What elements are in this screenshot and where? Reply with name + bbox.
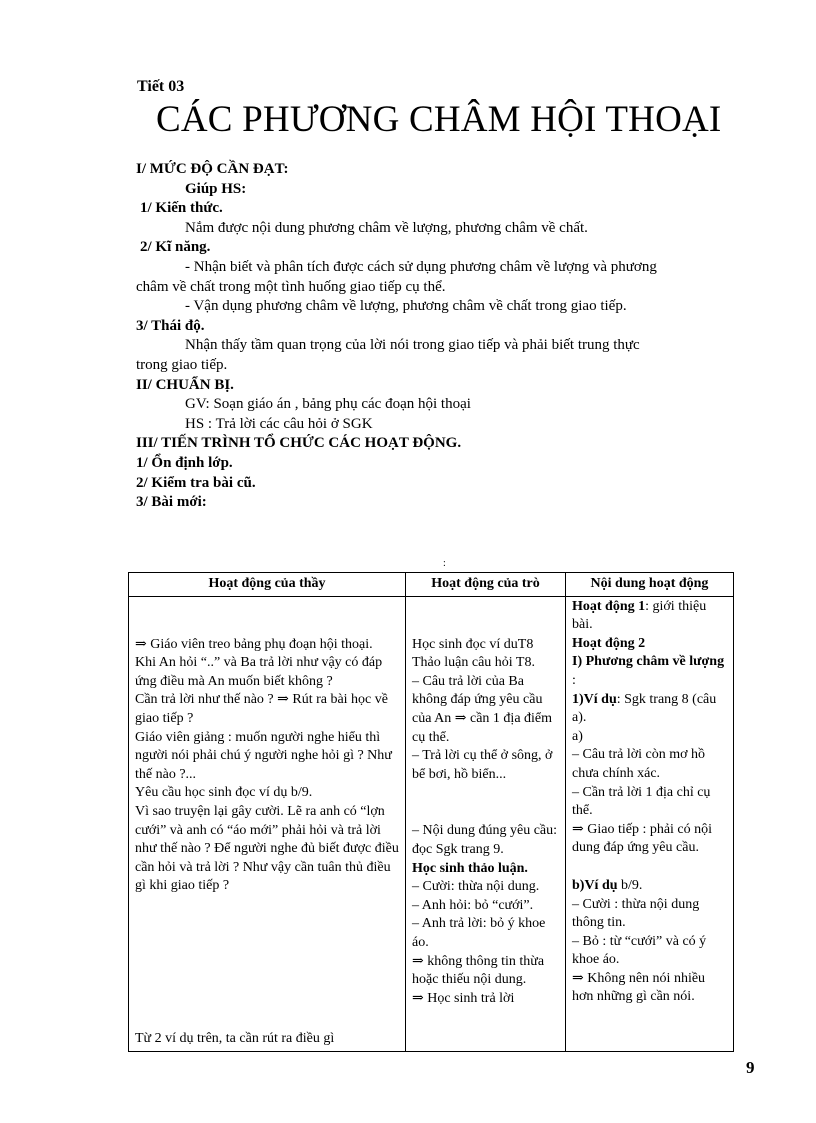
activity-1-label: Hoạt động 1 xyxy=(572,598,646,614)
skill-text-2: - Vận dụng phương châm về lượng, phương châm về chất trong giao tiếp. xyxy=(185,298,627,315)
skill-text-1b: châm về chất trong một tình huống giao tiếp cụ thể. xyxy=(136,278,446,295)
content-example-1 xyxy=(572,691,727,728)
content-item: – Cười : thừa nội dung thông tin. xyxy=(572,896,700,931)
attitude-text-a: Nhận thấy tầm quan trọng của lời nói trong giao tiếp và phải biết trung thực xyxy=(185,337,640,354)
knowledge-text: Nắm được nội dung phương châm về lượng, phương châm về chất. xyxy=(185,219,588,236)
content-activity-2: Hoạt động 2 xyxy=(572,635,646,651)
content-column xyxy=(566,596,734,1051)
example-2-text: b/9. xyxy=(617,877,643,893)
table-dot-mark: : xyxy=(443,558,446,569)
page-number: 9 xyxy=(746,1058,755,1077)
teacher-item: Yêu cầu học sinh đọc ví dụ b/9. xyxy=(135,785,313,801)
teacher-item: Cần trả lời như thế nào ? ⇒ Rút ra bài học về giao tiếp ? xyxy=(135,692,388,726)
attitude-text-b: trong giao tiếp. xyxy=(136,356,228,373)
lesson-objectives xyxy=(136,160,752,513)
table-row xyxy=(129,596,734,1051)
procedure-step-1: 1/ Ổn định lớp. xyxy=(136,454,233,471)
header-content: Nội dung hoạt động xyxy=(566,573,734,597)
lesson-number: Tiết 03 xyxy=(137,78,185,95)
header-student: Hoạt động của trò xyxy=(406,573,566,597)
procedure-step-3: 3/ Bài mới: xyxy=(136,494,207,511)
teacher-column xyxy=(129,596,406,1051)
content-item: – Cần trả lời 1 địa chỉ cụ thể. xyxy=(572,784,711,819)
student-item: – Trả lời cụ thể ở sông, ở bể bơi, hồ biển... xyxy=(412,748,553,782)
content-item: – Câu trả lời còn mơ hồ chưa chính xác. xyxy=(572,747,706,781)
student-item: – Anh hỏi: bỏ “cưới”. xyxy=(412,897,534,913)
content-item: a) xyxy=(572,728,583,744)
teacher-item: Vì sao truyện lại gây cười. Lẽ ra anh có “lợn cưới” và anh có “áo mới” phải hỏi và trả lời như thế nào ? Để người nghe đủ biết được điều cần hỏi và trả lời ? Như vậy cần tuân thủ điều gì khi giao tiếp ? xyxy=(135,803,399,894)
example-1-text: : Sgk trang 8 (câu a). xyxy=(572,691,717,726)
teacher-item: ⇒ Giáo viên treo bảng phụ đoạn hội thoại. xyxy=(135,636,373,652)
section-heading-objectives: I/ MỨC ĐỘ CẦN ĐẠT: xyxy=(136,161,289,177)
preparation-student: HS : Trả lời các câu hỏi ở SGK xyxy=(185,415,373,432)
principle-heading-text: I) Phương châm về lượng xyxy=(572,654,725,670)
activity-table xyxy=(128,572,734,1052)
student-column xyxy=(406,596,566,1051)
student-item: Học sinh đọc ví duT8 xyxy=(412,636,534,652)
student-item: ⇒ Học sinh trả lời xyxy=(412,990,515,1006)
section-heading-preparation: II/ CHUẨN BỊ. xyxy=(136,376,234,393)
student-item: – Anh trả lời: bỏ ý khoe áo. xyxy=(412,916,546,950)
attitude-heading: 3/ Thái độ. xyxy=(136,317,205,334)
activity-1-text: : giới thiệu bài. xyxy=(572,598,707,633)
teacher-item: Giáo viên giảng : muốn người nghe hiểu thì người nói phải chú ý người nghe hỏi gì ? Như thế nào ?... xyxy=(135,729,392,782)
help-label: Giúp HS: xyxy=(185,180,247,197)
skill-heading: 2/ Kĩ năng. xyxy=(140,239,211,256)
preparation-teacher: GV: Soạn giáo án , bảng phụ các đoạn hội thoại xyxy=(185,396,471,413)
page-title: CÁC PHƯƠNG CHÂM HỘI THOẠI xyxy=(156,99,722,140)
content-example-2 xyxy=(572,877,727,896)
knowledge-heading: 1/ Kiến thức. xyxy=(140,200,223,217)
procedure-step-2: 2/ Kiểm tra bài cũ. xyxy=(136,474,256,491)
student-item: Thảo luận câu hỏi T8. xyxy=(412,655,535,671)
content-item: ⇒ Giao tiếp : phải có nội dung đáp ứng yêu cầu. xyxy=(572,821,713,856)
content-activity-1 xyxy=(572,598,727,635)
principle-heading-colon: : xyxy=(572,672,576,688)
student-item: ⇒ không thông tin thừa hoặc thiếu nội dung. xyxy=(412,953,545,988)
student-item: – Câu trả lời của Ba không đáp ứng yêu cầu của An ⇒ cần 1 địa điểm cụ thể. xyxy=(412,673,553,745)
header-teacher: Hoạt động của thầy xyxy=(129,573,406,597)
section-heading-procedure: III/ TIẾN TRÌNH TỔ CHỨC CÁC HOẠT ĐỘNG. xyxy=(136,435,462,452)
table-header-row xyxy=(129,573,734,597)
student-item: – Cười: thừa nội dung. xyxy=(412,879,540,895)
teacher-item: Khi An hỏi “..” và Ba trả lời như vậy có đáp ứng điều mà An muốn biết không ? xyxy=(135,655,383,689)
skill-text-1a: - Nhận biết và phân tích được cách sử dụng phương châm về lượng và phương xyxy=(185,258,657,275)
student-item: Học sinh thảo luận. xyxy=(412,860,528,876)
example-1-label: 1)Ví dụ xyxy=(572,691,617,707)
content-principle-heading xyxy=(572,653,727,690)
student-item: – Nội dung đúng yêu cầu: đọc Sgk trang 9. xyxy=(412,823,558,857)
content-item: – Bỏ : từ “cưới” và có ý khoe áo. xyxy=(572,933,707,968)
content-item: ⇒ Không nên nói nhiều hơn những gì cần nói. xyxy=(572,970,706,1005)
teacher-item: Từ 2 ví dụ trên, ta cần rút ra điều gì xyxy=(135,1031,335,1046)
example-2-label: b)Ví dụ xyxy=(572,877,618,893)
